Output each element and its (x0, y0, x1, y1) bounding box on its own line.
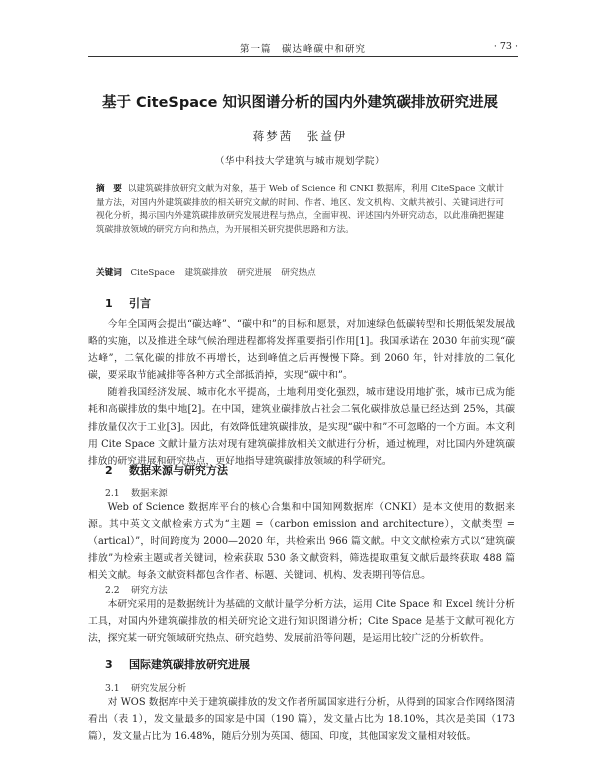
section-heading-intl (105, 656, 250, 672)
subsection-heading-2-2 (105, 582, 168, 596)
page-number: · 73 · (493, 41, 518, 52)
subsection-number: 2.2 (105, 585, 120, 596)
section-2-2-body (88, 596, 515, 647)
keyword: 研究进展 (237, 268, 272, 278)
subsection-title: 研究发展分析 (131, 683, 187, 694)
keywords (96, 266, 504, 278)
section-heading-data (105, 462, 228, 478)
abstract-label: 摘 要 (96, 184, 122, 194)
subsection-title: 研究方法 (131, 585, 168, 596)
paragraph: 随着我国经济发展、城市化水平提高，土地利用变化强烈，城市建设用地扩张，城市已成为能耗和高碳排放的集中地[2]。在中国，建筑业碳排放占社会二氧化碳排放总量已经达到 25%，其碳排放量仅次于工业[3]。因此，有效降低建筑碳排放，是实现“碳中和”不可忽略的一个方面。本文利用 Cite Space 文献计量方法对现有建筑碳排放相关文献进行分析，通过梳理，对比国内外建筑碳排放的研究进展和研究热点，更好地指导建筑碳排放领域的科学研究。 (88, 387, 515, 467)
subsection-number: 2.1 (105, 488, 120, 499)
section-number: 2 (105, 464, 113, 477)
keywords-label: 关键词 (96, 268, 122, 278)
paragraph: 对 WOS 数据库中关于建筑碳排放的发文作者所属国家进行分析，从得到的国家合作网络图清看出（表 1），发文量最多的国家是中国（190 篇），发文量占比为 18.10%，其次是美国（173 篇），发文量占比为 16.48%，随后分别为英国、德国、印度，其他国家发文量相对较低。 (88, 697, 515, 743)
abstract (96, 183, 504, 237)
subsection-number: 3.1 (105, 683, 120, 694)
subsection-title: 数据来源 (131, 488, 168, 499)
subsection-heading-2-1 (105, 485, 168, 499)
section-heading-intro (105, 295, 151, 311)
abstract-text: 以建筑碳排放研究文献为对象，基于 Web of Science 和 CNKI 数据库，利用 CiteSpace 文献计量方法，对国内外建筑碳排放的相关研究文献的时间、作者、地区、发文机构、文献共被引、关键词进行可视化分析，揭示国内外建筑碳排放研究发展进程与热点，全面审视、评述国内外研究动态，以此准确把握建筑碳排放领域的研究方向和热点，为开展相关研究提供思路和方法。 (96, 184, 504, 235)
keyword: 建筑碳排放 (184, 268, 228, 278)
keyword: 研究热点 (281, 268, 316, 278)
section-title: 数据来源与研究方法 (129, 464, 228, 477)
running-head-chapter: 第一篇 碳达峰碳中和研究 (239, 44, 366, 55)
paper-title: 基于 CiteSpace 知识图谱分析的国内外建筑碳排放研究进展 (101, 95, 498, 111)
subsection-heading-3-1 (105, 680, 186, 694)
section-number: 3 (105, 658, 113, 671)
section-2-1-body (88, 499, 515, 584)
section-title: 引言 (129, 297, 151, 310)
keyword: CiteSpace (130, 268, 175, 278)
intro-body (88, 316, 515, 470)
paragraph: Web of Science 数据库平台的核心合集和中国知网数据库（CNKI）是本文使用的数据来源。其中英文文献检索方式为“主题 =（carbon emission and architecture），文献类型 =（artical）”，时间跨度为 2000—2020 年，共检索出 966 篇文献。中文文献检索方式以“建筑碳排放”为检索主题或者关键词，检索获取 530 条文献资料，筛选提取重复文献后最终获取 488 篇相关文献。每条文献资料都包含作者、标题、关键词、机构、发表期刊等信息。 (88, 502, 515, 582)
section-number: 1 (105, 297, 113, 310)
section-3-1-body (88, 694, 515, 745)
affiliation: （华中科技大学建筑与城市规划学院） (214, 156, 385, 167)
section-title: 国际建筑碳排放研究进展 (129, 658, 250, 671)
authors: 蒋梦茜 张益伊 (252, 129, 348, 143)
paragraph: 本研究采用的是数据统计为基础的文献计量学分析方法，运用 Cite Space 和 Excel 统计分析工具，对国内外建筑碳排放的相关研究论文进行知识图谱分析；Cite Space 是基于文献可视化方法，探究某一研究领域研究热点、研究趋势、发展前沿等问题，是运用比较广泛的分析软件。 (88, 599, 515, 645)
paragraph: 今年全国两会提出“碳达峰”、“碳中和”的目标和愿景，对加速绿色低碳转型和长期低架发展战略的实施，以及推进全球气候治理进程都将发挥重要指引作用[1]。我国承诺在 2030 年前实现“碳达峰”，二氧化碳的排放不再增长，达到峰值之后再慢慢下降。到 2060 年，针对排放的二氧化碳，要采取节能减排等各种方式全部抵消掉，实现“碳中和”。 (88, 319, 515, 382)
running-head (88, 38, 518, 57)
